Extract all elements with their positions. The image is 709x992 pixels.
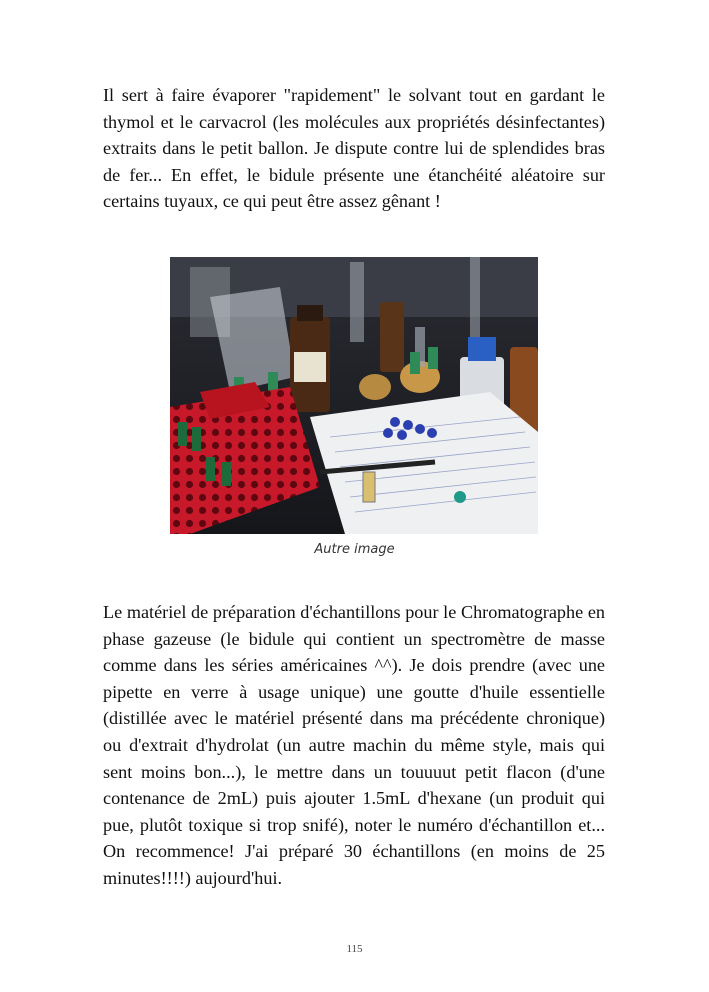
paragraph-evaporator: Il sert à faire évaporer "rapidement" le solvant tout en gardant le thymol et le carvacrol (les molécules aux propriétés désinfectantes) extraits dans le petit ballon. Je dispute contre lui de splendides bras de fer... En effet, le bidule présente une étanchéité aléatoire sur certains tuyaux, ce qui peut être assez gênant !	[103, 85, 605, 212]
page-number: 115	[346, 943, 363, 955]
paragraph-sample-prep: Le matériel de préparation d'échantillons pour le Chromatographe en phase gazeuse (le bidule qui contient un spectromètre de masse comme dans les séries américaines ^^). Je dois prendre (avec une pipette en verre à usage unique) une goutte d'huile essentielle (distillée avec le matériel présenté dans ma précédente chronique) ou d'extrait d'hydrolat (un autre machin du même style, mais qui sent moins bon...), le mettre dans un touuuut petit flacon (d'une contenance de 2mL) puis ajouter 1.5mL d'hexane (un produit qui pue, plutôt toxique si trop snifé), noter le numéro d'échantillon et... On recommence! J'ai préparé 30 échantillons (en moins de 25 minutes!!!!) aujourd'hui.	[103, 602, 605, 888]
figure-caption: Autre image	[314, 542, 395, 557]
lab-photo	[170, 257, 538, 534]
